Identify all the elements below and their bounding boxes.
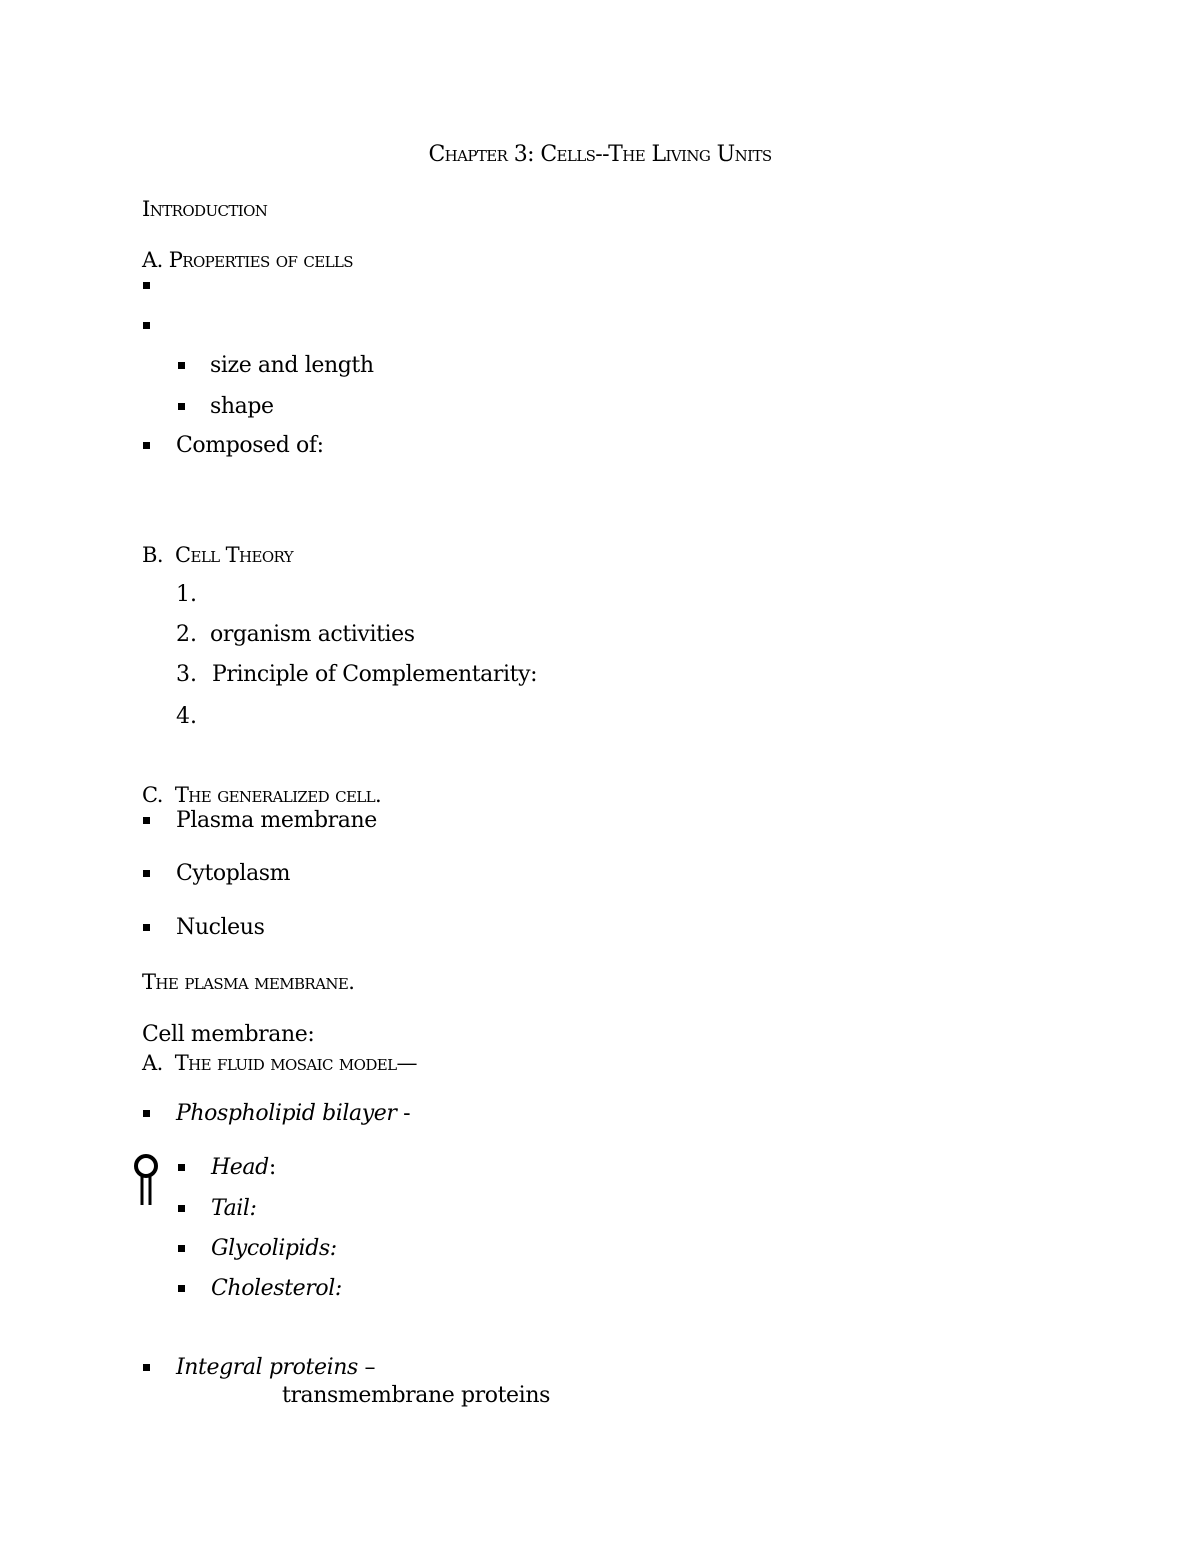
- list-number-3: 3.: [176, 662, 197, 687]
- section-a-heading: [142, 246, 353, 274]
- section-a-title: Properties of cells: [168, 248, 353, 272]
- head-colon: :: [268, 1155, 276, 1180]
- bullet-icon: [143, 442, 150, 449]
- bullet-icon: [178, 1164, 185, 1171]
- list-item-glycolipids: Glycolipids:: [211, 1236, 337, 1261]
- phospholipid-term: Phospholipid bilayer: [176, 1101, 397, 1126]
- integral-dash: –: [364, 1355, 376, 1380]
- bullet-icon: [178, 362, 185, 369]
- bullet-icon: [143, 322, 150, 329]
- list-item-plasma: Plasma membrane: [176, 808, 377, 833]
- plasma-membrane-heading: The plasma membrane.: [142, 970, 355, 994]
- list-number-2: 2.: [176, 622, 197, 647]
- phospholipid-dash: -: [403, 1101, 411, 1126]
- list-item-complementarity: Principle of Complementarity:: [212, 662, 538, 687]
- list-item-head: [211, 1154, 276, 1182]
- bullet-icon: [178, 1285, 185, 1292]
- list-item-cholesterol: Cholesterol:: [211, 1276, 342, 1301]
- list-item-cytoplasm: Cytoplasm: [176, 861, 291, 886]
- bullet-icon: [143, 1364, 150, 1371]
- bullet-icon: [178, 1245, 185, 1252]
- head-term: Head: [211, 1155, 269, 1180]
- fluid-mosaic-title: The fluid mosaic model—: [174, 1051, 417, 1075]
- phospholipid-icon: [131, 1153, 163, 1207]
- section-b-title: Cell Theory: [175, 543, 294, 567]
- fluid-mosaic-heading: [142, 1049, 417, 1077]
- list-item-organism: organism activities: [210, 622, 415, 647]
- list-item-shape: shape: [210, 394, 274, 419]
- section-c-label: C.: [142, 783, 163, 807]
- bullet-icon: [178, 1205, 185, 1212]
- list-item-tail: Tail:: [211, 1196, 257, 1221]
- cell-membrane-label: Cell membrane:: [142, 1022, 315, 1047]
- integral-term: Integral proteins: [176, 1355, 358, 1380]
- list-item-size: size and length: [210, 353, 374, 378]
- section-b-label: B.: [142, 543, 163, 567]
- section-a-label: A.: [142, 248, 163, 272]
- list-number-4: 4.: [176, 704, 197, 729]
- bullet-icon: [143, 282, 150, 289]
- fluid-mosaic-label: A.: [142, 1051, 163, 1075]
- list-item-composed: Composed of:: [176, 433, 324, 458]
- introduction-heading: Introduction: [142, 197, 268, 221]
- bullet-icon: [143, 1110, 150, 1117]
- transmembrane-line: transmembrane proteins: [282, 1383, 550, 1408]
- bullet-icon: [178, 403, 185, 410]
- list-number-1: 1.: [176, 582, 197, 607]
- list-item-phospholipid: [176, 1100, 410, 1128]
- section-c-title: The generalized cell.: [174, 783, 382, 807]
- section-b-heading: [142, 541, 293, 569]
- list-item-integral: [176, 1354, 375, 1382]
- bullet-icon: [143, 817, 150, 824]
- section-c-heading: [142, 781, 381, 809]
- list-item-nucleus: Nucleus: [176, 915, 265, 940]
- bullet-icon: [143, 924, 150, 931]
- bullet-icon: [143, 870, 150, 877]
- page-title: Chapter 3: Cells--The Living Units: [428, 142, 772, 167]
